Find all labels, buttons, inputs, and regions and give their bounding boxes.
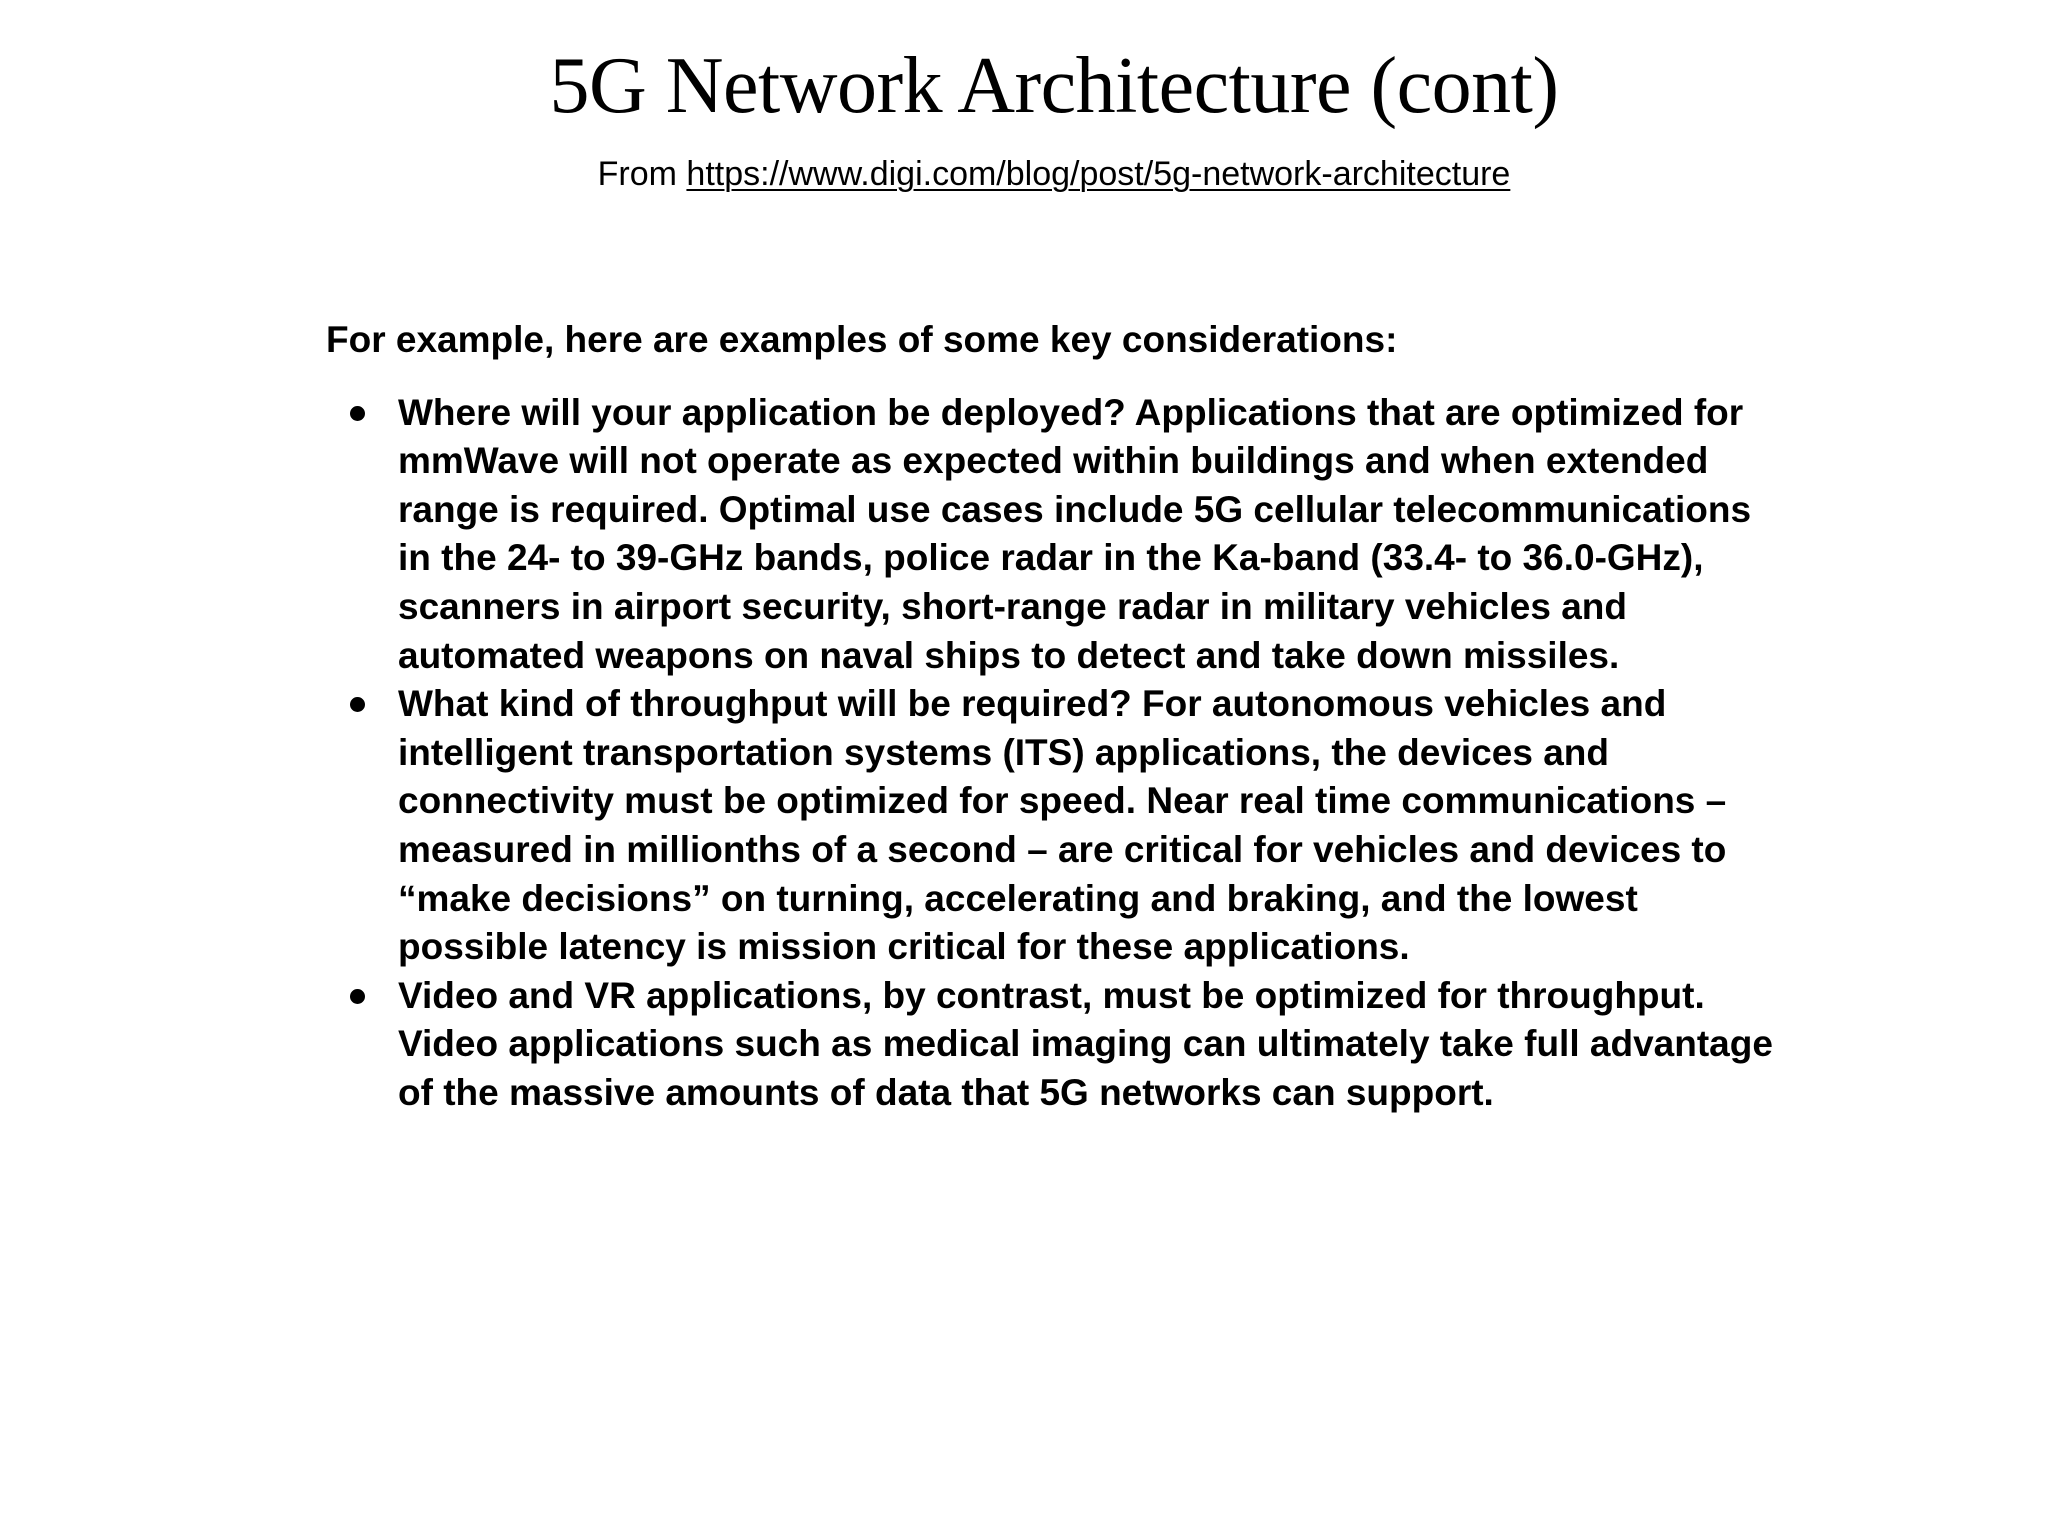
slide-title: 5G Network Architecture (cont) (549, 42, 1559, 130)
bullet-item (326, 972, 1778, 1118)
intro-text: For example, here are examples of some key considerations: (326, 319, 1398, 360)
bullet-dot-icon (350, 406, 365, 421)
bullet-text: Video and VR applications, by contrast, must be optimized for throughput. Video applications such as medical imaging can ultimately take full advantage of the massive amounts of data that 5G networks can support. (398, 974, 1773, 1113)
bullet-item (326, 680, 1778, 972)
bullet-dot-icon (350, 989, 365, 1004)
slide-content (326, 316, 1773, 1118)
source-link[interactable]: https://www.digi.com/blog/post/5g-network-architecture (686, 155, 1511, 193)
bullet-text: Where will your application be deployed? Applications that are optimized for mmWave will not operate as expected within buildings and when extended range is required. Optimal use cases include 5G cellular telecommunications in the 24- to 39-GHz bands, police radar in the Ka-band (33.4- to 36.0-GHz), scanners in airport security, short-range radar in military vehicles and automated weapons on naval ships to detect and take down missiles. (398, 391, 1752, 676)
source-prefix: From (597, 155, 687, 193)
source-line (0, 152, 2048, 196)
bullet-text: What kind of throughput will be required? For autonomous vehicles and intelligent transportation systems (ITS) applications, the devices and connectivity must be optimized for speed. Near real time communications – measured in millionths of a second – are critical for vehicles and devices to “make decisions” on turning, accelerating and braking, and the lowest possible latency is mission critical for these applications. (398, 683, 1727, 968)
bullet-item (326, 389, 1778, 681)
bullet-dot-icon (350, 697, 365, 712)
bullet-list (326, 389, 1773, 1118)
